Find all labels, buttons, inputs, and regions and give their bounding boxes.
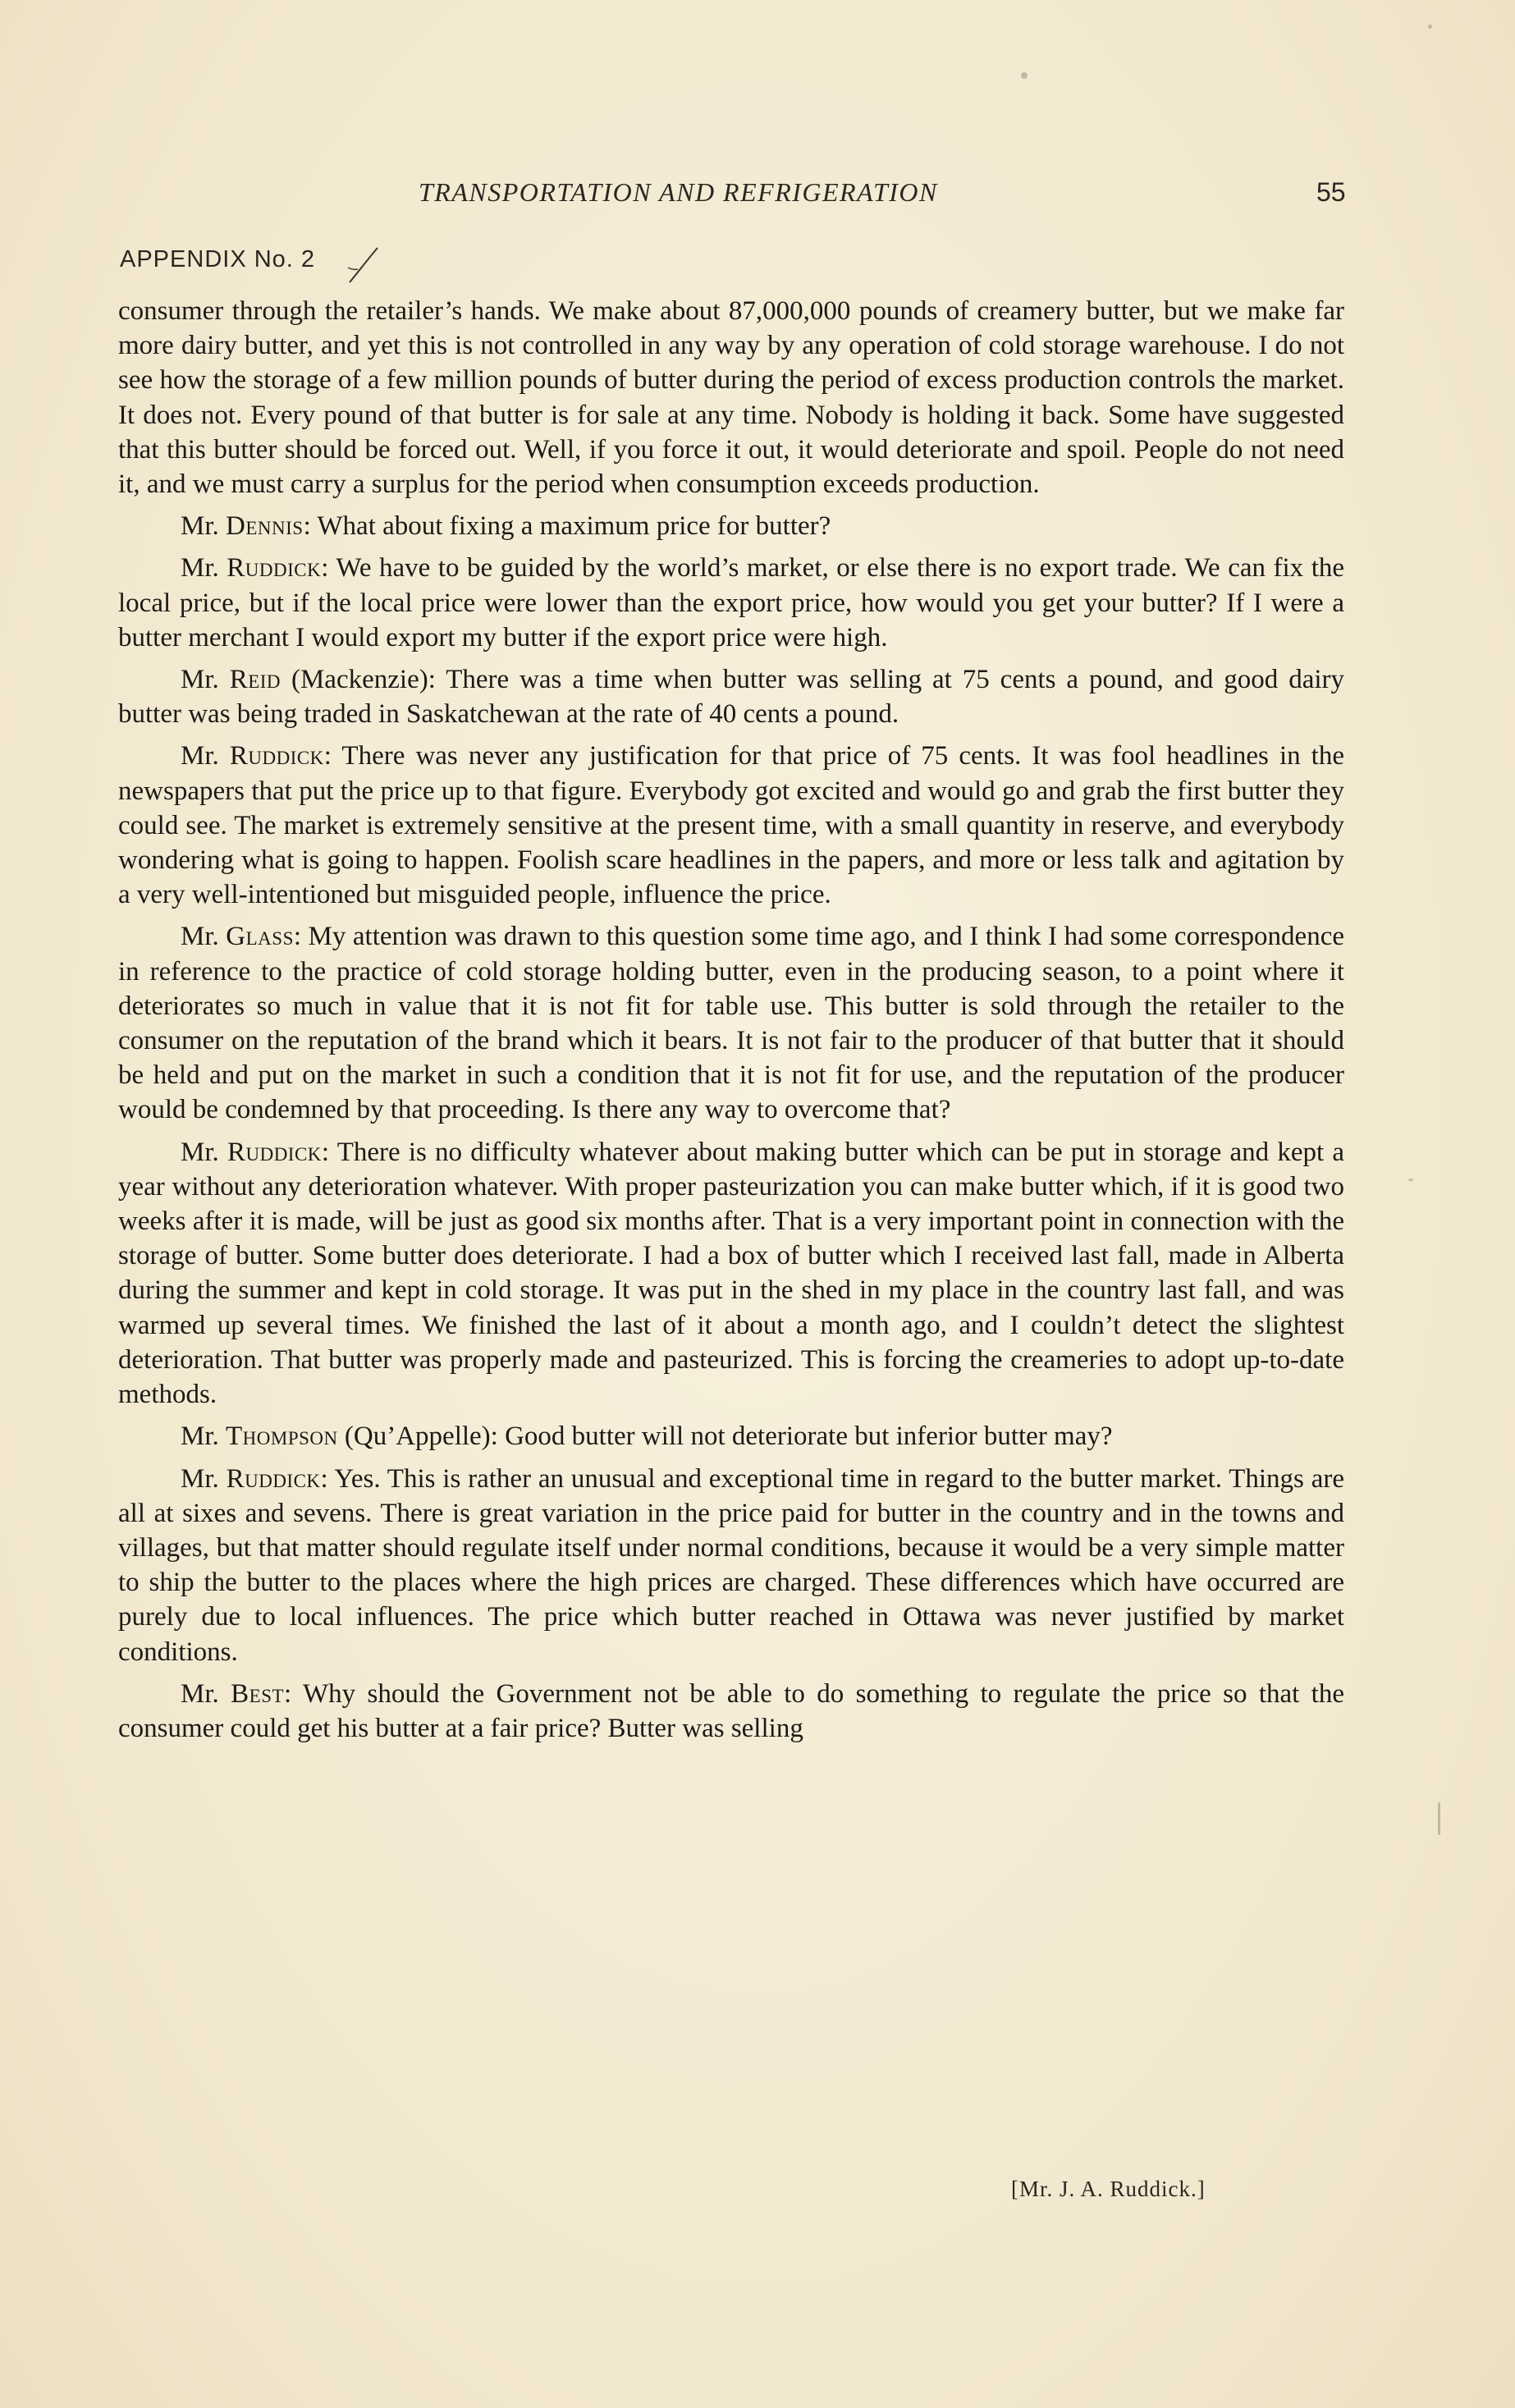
speaker-title: Mr.	[181, 665, 219, 695]
speaker-name: Dennis	[226, 511, 304, 542]
speaker-name: Glass	[226, 922, 294, 952]
speaker-title: Mr.	[181, 553, 219, 584]
paragraph-ruddick-2	[118, 739, 1344, 912]
paragraph-text: : Why should the Government not be able to do something to regulate the price so that the consumer could get his butter at a fair price? Butter was selling	[118, 1678, 1344, 1743]
paper-speck	[1021, 72, 1028, 79]
speaker-title: Mr.	[181, 741, 219, 771]
paragraph-continuation	[118, 294, 1344, 501]
paragraph-text: : There is no difficulty whatever about making butter which can be put in storage and kept a year without any deterioration whatever. With proper pasteurization you can make butter which, if it is good two weeks after it is made, will be just as good six months after. That is a very important point in connection with the storage of butter. Some butter does deteriorate. I had a box of butter which I received last fall, made in Alberta during the summer and kept in cold storage. It was put in the shed in my place in the country last fall, and was warmed up several times. We finished the last of it about a month ago, and I couldn’t detect the slightest deterioration. That butter was properly made and pasteurized. This is forcing the creameries to adopt up-to-date methods.	[118, 1137, 1344, 1410]
speaker-title: Mr.	[181, 922, 219, 952]
speaker-name: Ruddick	[226, 1463, 321, 1494]
speaker-name: Ruddick	[227, 553, 322, 584]
speaker-signature: [Mr. J. A. Ruddick.]	[1011, 2177, 1206, 2201]
paragraph-text: : My attention was drawn to this question some time ago, and I think I had some correspondence in reference to the practice of cold storage holding butter, even in the producing season, to a point where it deteriorates so much in value that it is not fit for table use. This butter is sold through the retailer to the consumer on the reputation of the brand which it bears. It is not fair to the producer of that butter that it should be held and put on the market in such a condition that it is not fit for use, and the reputation of the producer would be condemned by that proceeding. Is there any way to overcome that?	[118, 922, 1344, 1125]
paragraph-text: : What about fixing a maximum price for butter?	[303, 511, 831, 542]
speaker-title: Mr.	[181, 1678, 219, 1709]
page-number: 55	[1316, 177, 1346, 207]
paragraph-ruddick-3	[118, 1135, 1344, 1412]
paragraph-ruddick-4	[118, 1462, 1344, 1669]
paragraph-text: consumer through the retailer’s hands. We make about 87,000,000 pounds of creamery butter, but we make far more dairy butter, and yet this is not controlled in any way by any operation of cold storage warehouse. I do not see how the storage of a few million pounds of butter during the period of excess production controls the market. It does not. Every pound of that butter is for sale at any time. Nobody is holding it back. Some have suggested that this butter should be forced out. Well, if you force it out, it would deteriorate and spoil. People do not need it, and we must carry a surplus for the period when consumption exceeds production.	[118, 296, 1344, 500]
speaker-title: Mr.	[181, 1137, 219, 1167]
paragraph-best	[118, 1677, 1344, 1746]
paragraph-dennis	[118, 509, 1344, 543]
paper-speck	[1428, 25, 1432, 29]
body-text	[118, 294, 1344, 1753]
speaker-name: Ruddick	[229, 741, 324, 771]
speaker-name: Best	[231, 1678, 285, 1709]
running-title: TRANSPORTATION AND REFRIGERATION	[419, 177, 938, 207]
speaker-name: Thompson	[226, 1421, 338, 1452]
paragraph-reid	[118, 662, 1344, 731]
appendix-label: APPENDIX No. 2	[120, 246, 316, 272]
paragraph-text: : We have to be guided by the world’s market, or else there is no export trade. We can fix the local price, but if the local price were lower than the export price, how would you get your butter? If I were a butter merchant I would export my butter if the export price were high.	[118, 553, 1345, 652]
paragraph-glass	[118, 919, 1344, 1127]
paper-speck	[1408, 1179, 1413, 1181]
speaker-name: Reid	[229, 665, 281, 695]
paragraph-text: : There was never any justification for that price of 75 cents. It was fool headlines in the newspapers that put the price up to that figure. Everybody got excited and would go and grab the first butter they could see. The market is extremely sensitive at the present time, with a small quantity in reserve, and everybody wondering what is going to happen. Foolish scare headlines in the papers, and more or less talk and agitation by a very well-intentioned but misguided people, influence the price.	[118, 741, 1345, 910]
speaker-title: Mr.	[181, 511, 219, 542]
paragraph-thompson	[118, 1419, 1344, 1453]
paper-speck	[1438, 1802, 1440, 1835]
speaker-name: Ruddick	[227, 1137, 322, 1167]
paragraph-text: : Yes. This is rather an unusual and exceptional time in regard to the butter market. Things are all at sixes and sevens. There is great variation in the price paid for butter in the country and in the towns and villages, but that matter should regulate itself under normal conditions, because it would be a very simple matter to ship the butter to the places where the high prices are charged. These differences which have occurred are purely due to local influences. The price which butter reached in Ottawa was never justified by market conditions.	[118, 1463, 1345, 1667]
paragraph-text: (Mackenzie): There was a time when butter was selling at 75 cents a pound, and good dairy butter was being traded in Saskatchewan at the rate of 40 cents a pound.	[118, 665, 1345, 730]
pen-mark-icon	[345, 245, 381, 287]
paragraph-ruddick-1	[118, 551, 1344, 655]
speaker-title: Mr.	[181, 1421, 219, 1452]
paragraph-text: (Qu’Appelle): Good butter will not deteriorate but inferior butter may?	[337, 1421, 1113, 1452]
speaker-title: Mr.	[181, 1463, 219, 1494]
